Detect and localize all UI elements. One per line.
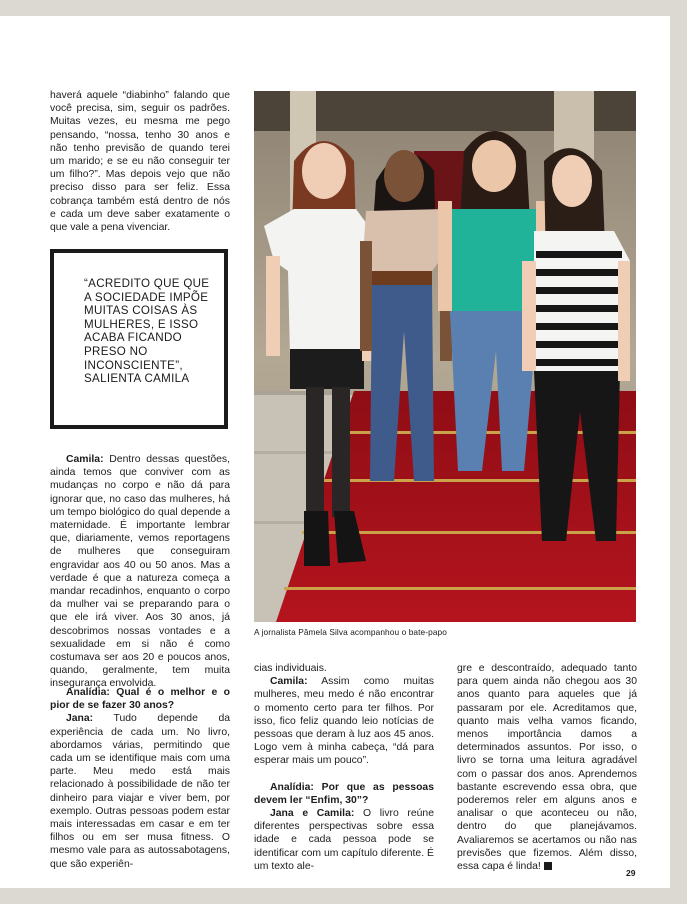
column1-top-paragraph: haverá aquele “diabinho” falando que você precisa, sim, seguir os padrões. Muitas vezes, eu mesma me pego pensando, “nossa, tenho 30 anos e não tenho previsão de quando terei um marido; e se eu não conseguir ter um filho?”. Mas depois vejo que não preciso disso para ser feliz. Essa cobrança também está dentro de nós e cada um deve saber exatamente o que vale a pena vivenciar.	[50, 90, 230, 234]
photo-caption: A jornalista Pâmela Silva acompanhou o bate-papo	[254, 627, 447, 637]
answer-text: Dentro dessas questões, ainda temos que conviver com as mudanças no corpo e não dá para ignorar que, no caso das mulheres, há um tempo biológico do qual depende a maternidade. É importante lembrar que, diariamente, vemos reportagens de mulheres que conseguiram engravidar aos 40 ou 50 anos. Mas a verdade é que a natureza começa a mandar recadinhos, enquanto o corpo da mulher vai se preparando para o que ele irá viver. Aos 30 anos, já descobrimos nossas vontades e a sexualidade em si não é como costumava ser aos 20 e poucos anos, quando, geralmente, tem muita insegurança envolvida.	[50, 454, 230, 690]
column3-text: gre e descontraído, adequado tanto para quem ainda não chegou aos 30 anos quanto para aqueles que já passaram por ele. Acreditamos que, quanto mais velha vamos ficando, menos importância damos a determinados assuntos. Por isso, o livro se torna uma leitura agradável com o passar dos anos. Aprendemos bastante escrevendo essa obra, que poderemos reler em alguns anos e analisar o que aconteceu ou não, dentro do que planejávamos. Avaliaremos se acertamos ou não nas previsões que fizemos. Além disso, essa capa é linda!	[457, 663, 637, 873]
column2	[254, 662, 434, 873]
answer-paragraph	[254, 675, 434, 767]
column3-paragraph	[457, 662, 637, 873]
speaker-label: Jana e Camila:	[270, 808, 355, 820]
page-number: 29	[626, 868, 636, 878]
interview-question: Analídia: Qual é o melhor e o pior de se fazer 30 anos?	[50, 687, 230, 712]
speaker-label: Camila:	[270, 676, 308, 688]
magazine-page	[0, 16, 670, 888]
photo-illustration	[254, 91, 636, 622]
answer-text: Tudo depende da experiência de cada um. No livro, abordamos várias, permitindo que cada um se identifique mais com uma parte. Meu medo está mais relacionado à possibilidade de não ter dinheiro para viajar e viver bem, por exemplo. Outras pessoas podem estar mais interessadas em casar e em ter filhos ou em ser musa fitness. O mesmo vale para as autossabotagens, que são experiên-	[50, 713, 230, 870]
answer-text: Assim como muitas mulheres, meu medo é não encontrar o momento certo para ter filhos. Por isso, fico feliz quando leio notícias de pessoas que deram à luz aos 45 anos. Logo vem à minha cabeça, “dá para esperar mais um pouco”.	[254, 676, 434, 767]
speaker-label: Camila:	[66, 454, 104, 465]
speaker-label: Jana:	[66, 713, 94, 725]
column1-middle-paragraph	[50, 453, 230, 691]
pull-quote-text: “ACREDITO QUE QUE A SOCIEDADE IMPÕE MUITAS COISAS ÀS MULHERES, E ISSO ACABA FICANDO PRESO NO INCONSCIENTE”, SALIENTA CAMILA	[84, 277, 210, 386]
column1-bottom	[50, 686, 230, 871]
pull-quote-box	[50, 249, 228, 429]
answer-paragraph	[254, 807, 434, 873]
group-photo	[254, 91, 636, 622]
interview-question: Analídia: Por que as pessoas devem ler “Enfim, 30”?	[254, 781, 434, 806]
end-mark-icon	[544, 862, 552, 870]
answer-paragraph	[50, 712, 230, 870]
answer-text: O livro reúne diferentes perspectivas sobre essa idade e cada pessoa pode se identificar com um capítulo diferente. É um texto ale-	[254, 808, 434, 872]
continued-text: cias individuais.	[254, 663, 327, 674]
